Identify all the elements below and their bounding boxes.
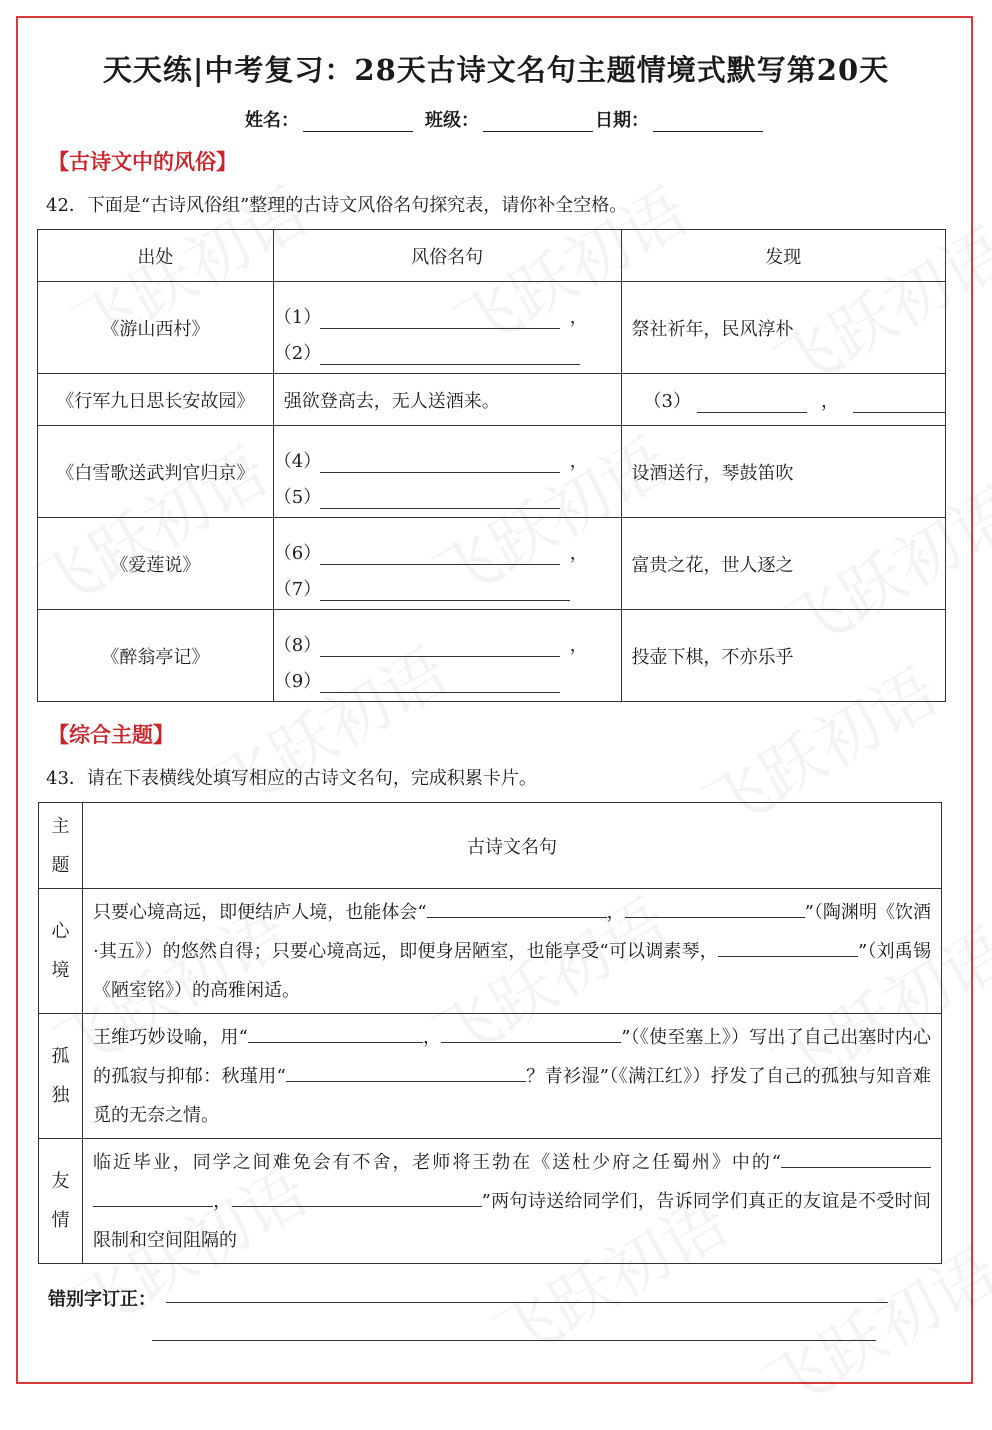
text: ”（陶渊明《饮酒·其五》）的悠然自得；只要心境高远，即便身居陋室，也能享受“可以调素琴， — [92, 901, 932, 962]
blank-number: （3） — [643, 390, 691, 412]
question-42: 42．下面是“古诗风俗组”整理的古诗文风俗名句探究表，请你补全空格。 — [46, 195, 628, 216]
sentence-cell: 强欲登高去，无人送酒来。 — [273, 374, 621, 426]
table-header-row — [38, 230, 946, 282]
table-row — [39, 1139, 942, 1264]
date-field[interactable] — [653, 111, 763, 132]
answer-blank[interactable] — [781, 1147, 931, 1168]
theme-cell: 心境 — [39, 889, 83, 1014]
comma: ， — [820, 390, 839, 412]
class-field[interactable] — [483, 111, 593, 132]
blank-number: （5） — [273, 487, 322, 508]
answer-blank[interactable] — [232, 1186, 482, 1207]
text: 临近毕业，同学之间难免会有不舍，老师将王勃在《送杜少府之任蜀州》中的“ — [92, 1151, 781, 1173]
section-heading-customs: 【古诗文中的风俗】 — [48, 150, 237, 174]
answer-blank-5[interactable] — [320, 488, 560, 509]
answer-blank-9[interactable] — [320, 672, 560, 693]
blank-number: （2） — [273, 343, 322, 364]
table-row — [38, 282, 946, 374]
answer-blank-8[interactable] — [320, 636, 560, 657]
finding-cell: 富贵之花，世人逐之 — [621, 518, 945, 610]
answer-blank-1[interactable] — [320, 308, 560, 329]
table-header-row — [39, 803, 942, 889]
finding-cell: 祭社祈年，民风淳朴 — [621, 282, 945, 374]
text: ， — [606, 901, 625, 923]
correction-line-2[interactable] — [152, 1340, 876, 1341]
text: ， — [422, 1026, 442, 1048]
source-cell: 《行军九日思长安故园》 — [38, 374, 274, 426]
answer-blank[interactable] — [441, 1022, 621, 1043]
table-row — [38, 426, 946, 518]
table-row — [38, 374, 946, 426]
lines-cell — [82, 889, 941, 1014]
section-heading-themes: 【综合主题】 — [48, 723, 174, 747]
text: ， — [212, 1190, 232, 1212]
blank-number: （1） — [273, 307, 322, 328]
table-row — [38, 518, 946, 610]
question-43: 43．请在下表横线处填写相应的古诗文名句，完成积累卡片。 — [46, 768, 537, 789]
comma: ， — [569, 635, 588, 656]
blank-number: （6） — [273, 543, 322, 564]
blank-number: （7） — [273, 579, 322, 600]
answer-blank[interactable] — [625, 897, 805, 918]
table-row — [38, 610, 946, 702]
blank-number: （8） — [273, 635, 322, 656]
answer-blank-6[interactable] — [320, 544, 560, 565]
answer-blank-2[interactable] — [320, 344, 580, 365]
comma: ， — [569, 543, 588, 564]
table-row — [39, 889, 942, 1014]
name-field[interactable] — [303, 111, 413, 132]
answer-blank-3a[interactable] — [697, 392, 807, 413]
answer-blank-4[interactable] — [320, 452, 560, 473]
theme-cell: 友情 — [39, 1139, 83, 1264]
lines-cell — [82, 1139, 941, 1264]
blank-number: （4） — [273, 451, 322, 472]
themes-table — [38, 802, 942, 1264]
theme-cell: 孤独 — [39, 1014, 83, 1139]
sentence-cell — [273, 282, 621, 374]
header-finding: 发现 — [621, 230, 945, 282]
answer-blank[interactable] — [248, 1022, 423, 1043]
blank-number: （9） — [273, 671, 322, 692]
sentence-cell — [273, 610, 621, 702]
answer-blank-3b[interactable] — [853, 392, 945, 413]
sentence-cell — [273, 426, 621, 518]
source-cell: 《白雪歌送武判官归京》 — [38, 426, 274, 518]
header-lines: 古诗文名句 — [82, 803, 941, 889]
answer-blank[interactable] — [427, 897, 607, 918]
header-theme: 主题 — [39, 803, 83, 889]
page-title: 天天练|中考复习：28天古诗文名句主题情境式默写第20天 — [102, 53, 890, 87]
text: ”两句诗送给同学们，告诉同学们真正的友谊是不受时间限制和空间阻隔的 — [92, 1190, 932, 1251]
text: 王维巧妙设喻，用“ — [92, 1026, 248, 1048]
answer-blank-7[interactable] — [320, 580, 570, 601]
answer-blank[interactable] — [93, 1186, 213, 1207]
text: ”（刘禹锡《陋室铭》）的高雅闲适。 — [92, 940, 932, 1001]
answer-blank[interactable] — [286, 1061, 526, 1082]
finding-cell: 设酒送行，琴鼓笛吹 — [621, 426, 945, 518]
student-info — [245, 106, 775, 132]
header-source: 出处 — [38, 230, 274, 282]
source-cell: 《游山西村》 — [38, 282, 274, 374]
lines-cell — [82, 1014, 941, 1139]
table-row — [39, 1014, 942, 1139]
source-cell: 《爱莲说》 — [38, 518, 274, 610]
text: ”（《使至塞上》）写出了自己出塞时内心的孤寂与抑郁：秋瑾用“ — [92, 1026, 932, 1087]
finding-cell — [621, 374, 945, 426]
finding-cell: 投壶下棋，不亦乐乎 — [621, 610, 945, 702]
correction-label: 错别字订正： — [48, 1289, 156, 1310]
correction-line-1[interactable] — [166, 1302, 888, 1303]
comma: ， — [569, 451, 588, 472]
class-label: 班级： — [425, 110, 479, 131]
sentence-cell — [273, 518, 621, 610]
date-label: 日期： — [595, 110, 649, 131]
text: 只要心境高远，即便结庐人境，也能体会“ — [92, 901, 427, 923]
correction-section — [48, 1285, 156, 1311]
comma: ， — [569, 307, 588, 328]
header-sentence: 风俗名句 — [273, 230, 621, 282]
customs-table — [37, 229, 946, 702]
text: ？青衫湿”（《满江红》）抒发了自己的孤独与知音难觅的无奈之情。 — [92, 1065, 931, 1126]
source-cell: 《醉翁亭记》 — [38, 610, 274, 702]
name-label: 姓名： — [245, 110, 299, 131]
answer-blank[interactable] — [718, 936, 858, 957]
